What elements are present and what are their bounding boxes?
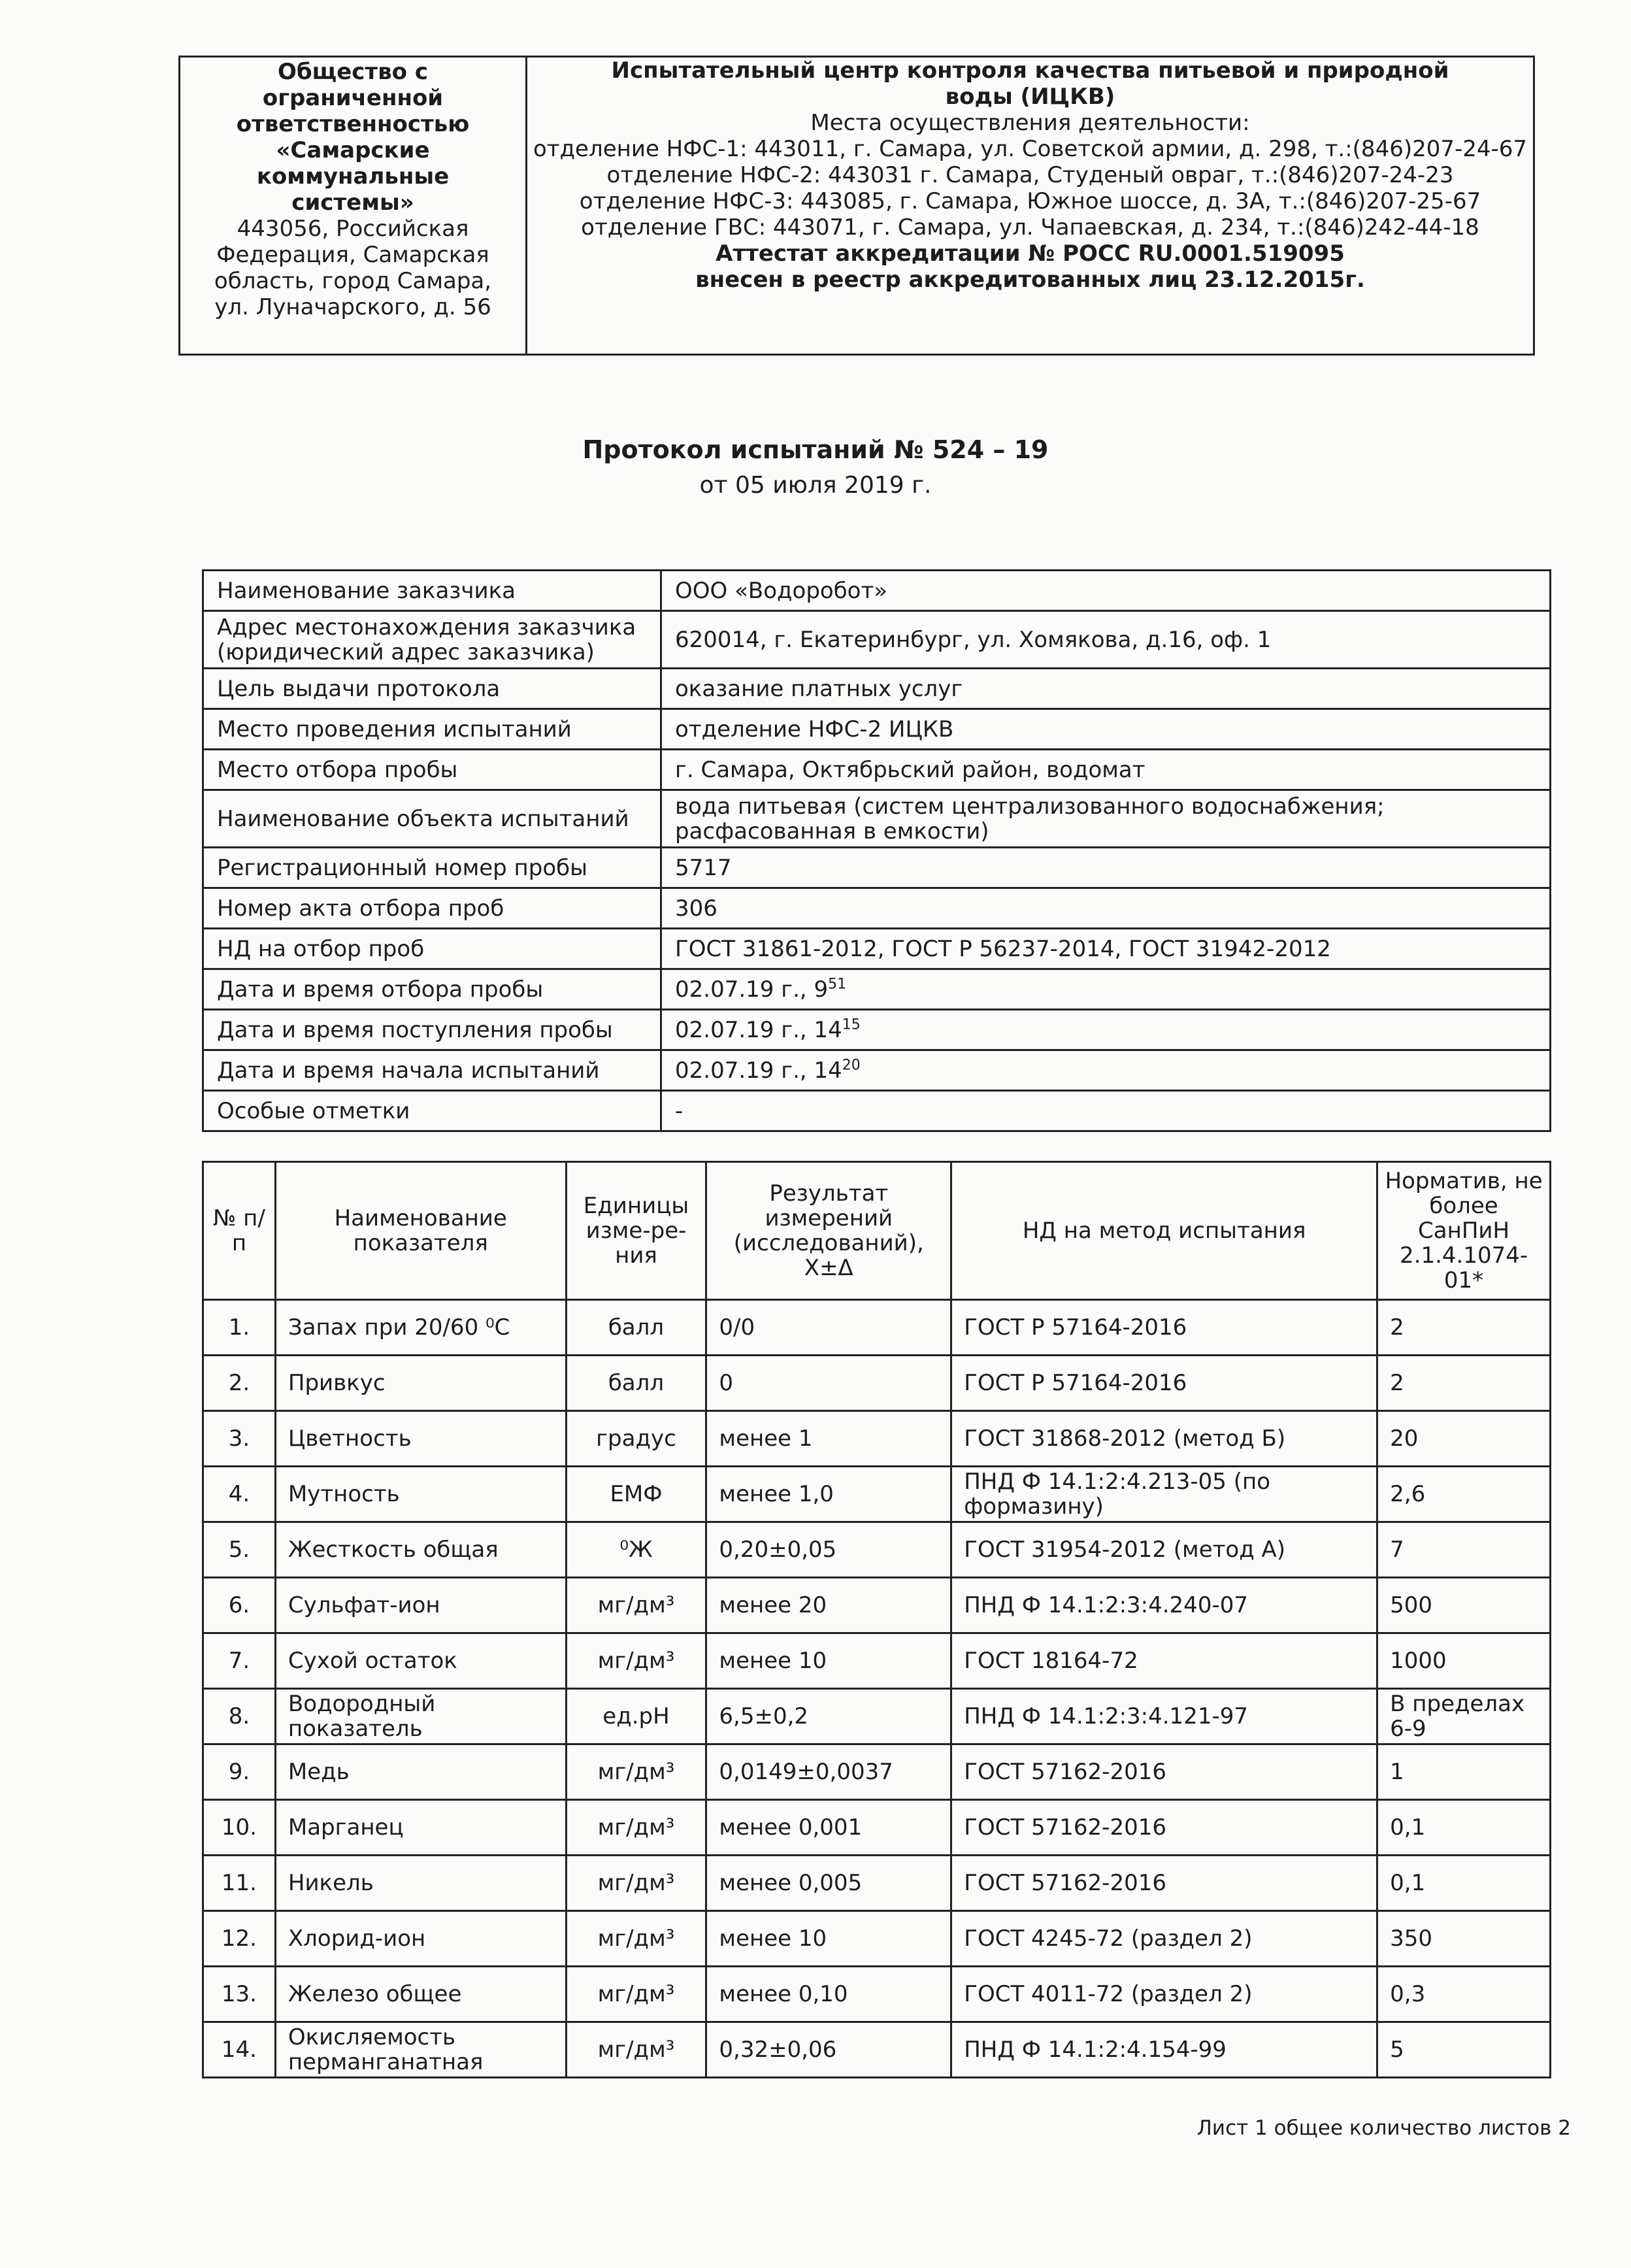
info-value: вода питьевая (систем централизованного водоснабжения; расфасованная в емкости) bbox=[661, 790, 1551, 848]
col-header-indicator: Наименование показателя bbox=[275, 1162, 566, 1300]
lab-branch: отделение НФС-1: 443011, г. Самара, ул. Советской армии, д. 298, т.:(846)207-24-67 bbox=[533, 136, 1528, 162]
indicator-name: Хлорид-ион bbox=[275, 1911, 566, 1967]
result-row bbox=[203, 1522, 1551, 1578]
lab-branch: отделение ГВС: 443071, г. Самара, ул. Чапаевская, д. 234, т.:(846)242-44-18 bbox=[581, 214, 1479, 241]
result-row bbox=[203, 1578, 1551, 1633]
info-value: 306 bbox=[661, 888, 1551, 929]
row-number: 10. bbox=[203, 1800, 276, 1856]
test-method: ПНД Ф 14.1:2:4.213-05 (по формазину) bbox=[951, 1467, 1377, 1522]
info-label: Место проведения испытаний bbox=[203, 709, 661, 750]
time-base: 02.07.19 г., 14 bbox=[675, 1057, 842, 1084]
measurement-result: менее 10 bbox=[706, 1633, 951, 1689]
measurement-result: 6,5±0,2 bbox=[706, 1689, 951, 1744]
protocol-title: Протокол испытаний № 524 – 19 bbox=[582, 435, 1049, 464]
org-address-line: 443056, Российская bbox=[237, 216, 469, 242]
test-method: ГОСТ 31954-2012 (метод А) bbox=[951, 1522, 1377, 1578]
info-value: оказание платных услуг bbox=[661, 669, 1551, 709]
result-row bbox=[203, 2022, 1551, 2078]
row-number: 4. bbox=[203, 1467, 276, 1522]
test-method: ПНД Ф 14.1:2:3:4.240-07 bbox=[951, 1578, 1377, 1633]
unit: ед.рН bbox=[566, 1689, 706, 1744]
measurement-result: 0/0 bbox=[706, 1300, 951, 1356]
result-row bbox=[203, 1467, 1551, 1522]
info-label: Наименование объекта испытаний bbox=[203, 790, 661, 848]
info-value: г. Самара, Октябрьский район, водомат bbox=[661, 750, 1551, 790]
indicator-name: Марганец bbox=[275, 1800, 566, 1856]
row-number: 7. bbox=[203, 1633, 276, 1689]
info-label: Адрес местонахождения заказчика (юридический адрес заказчика) bbox=[203, 611, 661, 669]
info-value: ООО «Водоробот» bbox=[661, 571, 1551, 611]
norm-value: 0,1 bbox=[1377, 1856, 1551, 1911]
indicator-name: Сухой остаток bbox=[275, 1633, 566, 1689]
norm-value: 20 bbox=[1377, 1411, 1551, 1467]
info-label: Дата и время отбора пробы bbox=[203, 969, 661, 1010]
row-number: 13. bbox=[203, 1967, 276, 2022]
info-value bbox=[661, 1010, 1551, 1050]
row-number: 14. bbox=[203, 2022, 276, 2078]
unit: балл bbox=[566, 1356, 706, 1411]
unit: мг/дм³ bbox=[566, 1967, 706, 2022]
col-header-unit: Единицы изме-ре-ния bbox=[566, 1162, 706, 1300]
norm-value: 2,6 bbox=[1377, 1467, 1551, 1522]
unit: ⁰Ж bbox=[566, 1522, 706, 1578]
info-label: Регистрационный номер пробы bbox=[203, 848, 661, 888]
lab-title-line: Испытательный центр контроля качества питьевой и природной bbox=[611, 58, 1449, 84]
indicator-name: Мутность bbox=[275, 1467, 566, 1522]
norm-value: 0,1 bbox=[1377, 1800, 1551, 1856]
info-value: ГОСТ 31861-2012, ГОСТ Р 56237-2014, ГОСТ 31942-2012 bbox=[661, 929, 1551, 969]
measurement-result: менее 0,005 bbox=[706, 1856, 951, 1911]
time-minutes: 51 bbox=[828, 976, 847, 993]
measurement-result: 0,32±0,06 bbox=[706, 2022, 951, 2078]
info-row bbox=[203, 571, 1551, 611]
info-row bbox=[203, 1091, 1551, 1131]
measurement-result: менее 0,10 bbox=[706, 1967, 951, 2022]
org-name-line: ответственностью bbox=[236, 111, 470, 137]
info-value: - bbox=[661, 1091, 1551, 1131]
info-row bbox=[203, 790, 1551, 848]
info-label: Место отбора пробы bbox=[203, 750, 661, 790]
norm-value: 350 bbox=[1377, 1911, 1551, 1967]
unit: балл bbox=[566, 1300, 706, 1356]
result-row bbox=[203, 1633, 1551, 1689]
indicator-name: Жесткость общая bbox=[275, 1522, 566, 1578]
norm-value: 0,3 bbox=[1377, 1967, 1551, 2022]
info-value: 620014, г. Екатеринбург, ул. Хомякова, д.16, оф. 1 bbox=[661, 611, 1551, 669]
result-row bbox=[203, 1856, 1551, 1911]
accreditation-line: Аттестат аккредитации № РОСС RU.0001.519095 bbox=[716, 241, 1345, 267]
measurement-result: менее 0,001 bbox=[706, 1800, 951, 1856]
registry-line: внесен в реестр аккредитованных лиц 23.12.2015г. bbox=[695, 267, 1365, 293]
time-base: 02.07.19 г., 9 bbox=[675, 976, 829, 1003]
info-row bbox=[203, 709, 1551, 750]
row-number: 5. bbox=[203, 1522, 276, 1578]
org-name-line: ограниченной bbox=[262, 85, 444, 111]
measurement-result: 0 bbox=[706, 1356, 951, 1411]
info-value bbox=[661, 1050, 1551, 1091]
norm-value: 2 bbox=[1377, 1356, 1551, 1411]
indicator-name: Никель bbox=[275, 1856, 566, 1911]
norm-value: 1 bbox=[1377, 1744, 1551, 1800]
time-base: 02.07.19 г., 14 bbox=[675, 1016, 842, 1043]
row-number: 6. bbox=[203, 1578, 276, 1633]
norm-value: 500 bbox=[1377, 1578, 1551, 1633]
test-method: ПНД Ф 14.1:2:4.154-99 bbox=[951, 2022, 1377, 2078]
info-value: отделение НФС-2 ИЦКВ bbox=[661, 709, 1551, 750]
lab-title-line: воды (ИЦКВ) bbox=[945, 84, 1115, 110]
info-table bbox=[202, 569, 1551, 1132]
info-row bbox=[203, 848, 1551, 888]
result-row bbox=[203, 1356, 1551, 1411]
norm-value: 5 bbox=[1377, 2022, 1551, 2078]
org-address-line: Федерация, Самарская bbox=[216, 242, 489, 268]
results-table bbox=[202, 1161, 1551, 2078]
results-body bbox=[203, 1300, 1551, 2078]
organization-cell bbox=[180, 57, 527, 355]
norm-value: 7 bbox=[1377, 1522, 1551, 1578]
org-name-line: коммунальные bbox=[256, 163, 450, 190]
col-header-result: Результат измерений (исследований), Х±Δ bbox=[706, 1162, 951, 1300]
unit: мг/дм³ bbox=[566, 1578, 706, 1633]
info-label: Номер акта отбора проб bbox=[203, 888, 661, 929]
test-method: ГОСТ 57162-2016 bbox=[951, 1856, 1377, 1911]
norm-value: 2 bbox=[1377, 1300, 1551, 1356]
indicator-name: Окисляемость перманганатная bbox=[275, 2022, 566, 2078]
test-method: ГОСТ Р 57164-2016 bbox=[951, 1300, 1377, 1356]
indicator-name: Цветность bbox=[275, 1411, 566, 1467]
org-address-line: область, город Самара, bbox=[214, 268, 492, 294]
indicator-name: Медь bbox=[275, 1744, 566, 1800]
row-number: 3. bbox=[203, 1411, 276, 1467]
time-minutes: 20 bbox=[842, 1057, 861, 1074]
measurement-result: менее 1,0 bbox=[706, 1467, 951, 1522]
measurement-result: 0,0149±0,0037 bbox=[706, 1744, 951, 1800]
laboratory-cell bbox=[527, 57, 1534, 355]
norm-value: В пределах 6-9 bbox=[1377, 1689, 1551, 1744]
protocol-date: от 05 июля 2019 г. bbox=[699, 472, 932, 499]
indicator-name: Железо общее bbox=[275, 1967, 566, 2022]
info-row bbox=[203, 669, 1551, 709]
info-value: 5717 bbox=[661, 848, 1551, 888]
test-method: ГОСТ 57162-2016 bbox=[951, 1800, 1377, 1856]
info-label: Цель выдачи протокола bbox=[203, 669, 661, 709]
unit: мг/дм³ bbox=[566, 1856, 706, 1911]
org-address-line: ул. Луначарского, д. 56 bbox=[214, 294, 491, 320]
time-minutes: 15 bbox=[842, 1016, 861, 1033]
col-header-method: НД на метод испытания bbox=[951, 1162, 1377, 1300]
indicator-name: Сульфат-ион bbox=[275, 1578, 566, 1633]
org-name-line: Общество с bbox=[277, 59, 428, 85]
info-row bbox=[203, 611, 1551, 669]
info-row bbox=[203, 1010, 1551, 1050]
result-row bbox=[203, 1689, 1551, 1744]
info-label: Наименование заказчика bbox=[203, 571, 661, 611]
test-method: ГОСТ Р 57164-2016 bbox=[951, 1356, 1377, 1411]
org-name-line: системы» bbox=[291, 190, 414, 216]
info-label: Дата и время начала испытаний bbox=[203, 1050, 661, 1091]
row-number: 12. bbox=[203, 1911, 276, 1967]
lab-branch: отделение НФС-2: 443031 г. Самара, Студеный овраг, т.:(846)207-24-23 bbox=[606, 162, 1454, 188]
measurement-result: менее 20 bbox=[706, 1578, 951, 1633]
col-header-number: № п/п bbox=[203, 1162, 276, 1300]
info-value bbox=[661, 969, 1551, 1010]
result-row bbox=[203, 1744, 1551, 1800]
test-method: ГОСТ 18164-72 bbox=[951, 1633, 1377, 1689]
info-row bbox=[203, 1050, 1551, 1091]
row-number: 9. bbox=[203, 1744, 276, 1800]
test-method: ГОСТ 4011-72 (раздел 2) bbox=[951, 1967, 1377, 2022]
norm-value: 1000 bbox=[1377, 1633, 1551, 1689]
unit: ЕМФ bbox=[566, 1467, 706, 1522]
results-header-row bbox=[203, 1162, 1551, 1300]
unit: мг/дм³ bbox=[566, 1744, 706, 1800]
info-label: Дата и время поступления пробы bbox=[203, 1010, 661, 1050]
info-label: НД на отбор проб bbox=[203, 929, 661, 969]
unit: мг/дм³ bbox=[566, 1633, 706, 1689]
indicator-name: Привкус bbox=[275, 1356, 566, 1411]
info-row bbox=[203, 750, 1551, 790]
info-row bbox=[203, 888, 1551, 929]
test-method: ГОСТ 57162-2016 bbox=[951, 1744, 1377, 1800]
row-number: 1. bbox=[203, 1300, 276, 1356]
lab-branch: отделение НФС-3: 443085, г. Самара, Южное шоссе, д. 3А, т.:(846)207-25-67 bbox=[579, 188, 1481, 214]
unit: градус bbox=[566, 1411, 706, 1467]
row-number: 11. bbox=[203, 1856, 276, 1911]
info-row bbox=[203, 929, 1551, 969]
page-footer: Лист 1 общее количество листов 2 bbox=[1196, 2116, 1571, 2140]
unit: мг/дм³ bbox=[566, 1911, 706, 1967]
indicator-name: Запах при 20/60 ⁰С bbox=[275, 1300, 566, 1356]
info-label: Особые отметки bbox=[203, 1091, 661, 1131]
header-box bbox=[178, 56, 1535, 356]
org-name-line: «Самарские bbox=[276, 137, 430, 163]
unit: мг/дм³ bbox=[566, 2022, 706, 2078]
test-method: ПНД Ф 14.1:2:3:4.121-97 bbox=[951, 1689, 1377, 1744]
test-method: ГОСТ 4245-72 (раздел 2) bbox=[951, 1911, 1377, 1967]
result-row bbox=[203, 1800, 1551, 1856]
result-row bbox=[203, 1300, 1551, 1356]
row-number: 8. bbox=[203, 1689, 276, 1744]
measurement-result: менее 1 bbox=[706, 1411, 951, 1467]
result-row bbox=[203, 1911, 1551, 1967]
col-header-norm: Норматив, не более СанПиН 2.1.4.1074-01* bbox=[1377, 1162, 1551, 1300]
row-number: 2. bbox=[203, 1356, 276, 1411]
result-row bbox=[203, 1967, 1551, 2022]
lab-places-heading: Места осуществления деятельности: bbox=[810, 110, 1250, 136]
test-method: ГОСТ 31868-2012 (метод Б) bbox=[951, 1411, 1377, 1467]
measurement-result: 0,20±0,05 bbox=[706, 1522, 951, 1578]
indicator-name: Водородный показатель bbox=[275, 1689, 566, 1744]
info-row bbox=[203, 969, 1551, 1010]
result-row bbox=[203, 1411, 1551, 1467]
measurement-result: менее 10 bbox=[706, 1911, 951, 1967]
unit: мг/дм³ bbox=[566, 1800, 706, 1856]
